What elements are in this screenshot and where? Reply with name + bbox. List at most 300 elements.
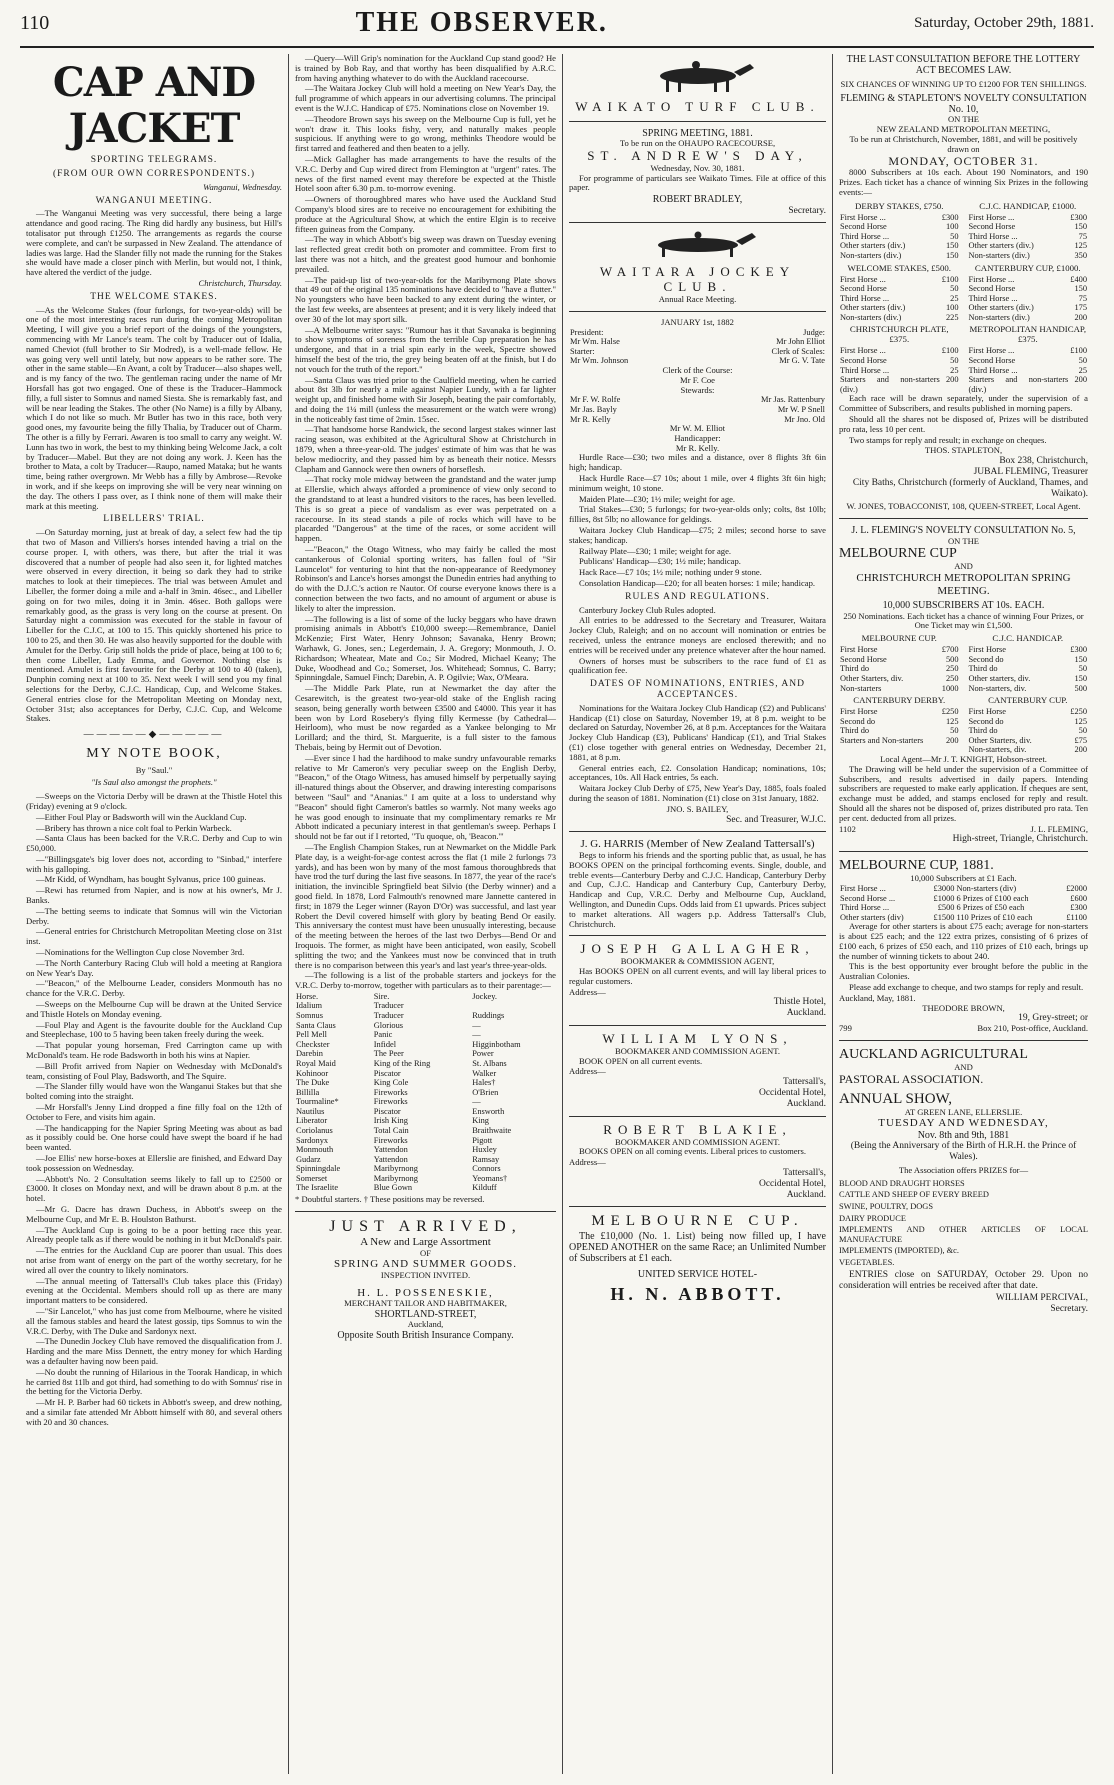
table-row <box>839 303 960 313</box>
address-line: Tattersall's, <box>783 1167 826 1178</box>
handicapper-name: Mr R. Kelly. <box>675 442 720 453</box>
ad-title: J. G. HARRIS (Member of New Zealand Tattersall's) <box>580 838 815 851</box>
table-row <box>295 1107 556 1117</box>
note-item: —The annual meeting of Tattersall's Club takes place this (Friday) evening at the Occidental. Members should roll up as there are many important matters to be considered. <box>26 1275 282 1306</box>
rule-item: All entries to be addressed to the Secretary and Treasurer, Waitara Jockey Club, Raleigh; and on no account will nomination or entries be received, unless the entrance moneys are enclosed therewith; and no entries will be received under any pretence whatever after the hour named. <box>569 615 826 655</box>
prize-table-title: DERBY STAKES, £750. <box>855 200 944 211</box>
steward-name: Mr W. M. Elliot <box>669 423 726 434</box>
table-cell: Yattendon <box>373 1154 408 1164</box>
table-row <box>295 1021 556 1031</box>
prize-label: Other Starters, div. <box>968 735 1032 745</box>
prize-amount: 50 <box>950 284 959 294</box>
table-cell: — <box>472 1030 481 1040</box>
prize-label: Third Horse ... <box>968 365 1018 375</box>
prize-amount: 200 <box>1074 745 1087 755</box>
table-row <box>839 294 960 304</box>
prize-categories <box>839 1179 1088 1268</box>
table-cell: First Horse ... <box>840 883 886 893</box>
ad-trade: BOOKMAKER AND COMMISSION AGENT. <box>614 1136 781 1147</box>
table-row <box>968 251 1089 261</box>
signatory-address: Box 238, Christchurch, <box>999 456 1088 467</box>
note-item: —The paid-up list of two-year-olds for the Maribyrnong Plate shows that 49 out of the original 135 nominations have decided to "have a flutter." No youngsters who have been backed to any extent during the winter, or the last few weeks, are absentees at present; and it is very likely indeed that over 30 of the lot may sport silk. <box>295 274 556 324</box>
gallagher-ad <box>569 942 826 1019</box>
prize-label: First Horse ... <box>840 212 886 222</box>
ad-title: AUCKLAND AGRICULTURAL <box>839 1047 1028 1063</box>
table-row <box>295 1011 556 1021</box>
prize-label: Starters and non-starters (div.) <box>840 375 940 394</box>
table-row <box>968 375 1089 394</box>
table-row <box>968 313 1089 323</box>
table-cell: Kohinoor <box>296 1068 329 1078</box>
prize-amount: 125 <box>945 716 959 726</box>
table-cell: Fireworks <box>373 1087 408 1097</box>
note-item: —The following is a list of some of the lucky beggars who have drawn promising animals in Abbott's £10,000 sweep:—Remembrance, Daniel McKenzie; First Water, Henry Johnson; Savanaka, Henry Brown; Warhawk, G. Jones, sen.; Legerdemain, J. A. Gregory; Monmouth, J. O. Richardson; Wheatear, Mate and Co.; Sir Modred, Michael Keany; The Duke, Woodhead and Co.; Somerset, Jos. Whitehead; Somnus, C. Barry; Spinningdale, Samuel Finch; Darebin, A. P. Ogilvie; Wax, O'Meara. <box>295 613 556 683</box>
local-agent: W. JONES, TOBACCONIST, 108, QUEEN-STREET, Local Agent. <box>846 501 1081 512</box>
divider <box>569 935 826 936</box>
prize-amount: £300 <box>941 212 959 222</box>
table-row <box>839 346 960 356</box>
table-cell: Ramsay <box>472 1154 500 1164</box>
paragraph: —As the Welcome Stakes (four furlongs, for two-year-olds) will be one of the most interesting races run during the coming Metropolitan Meeting, I will give you a brief report of the doings of the youngsters, commencing with Mr Lance's team. The colt by Traducer out of Idalia, named Cheviot (full brother to Sir Modred), is a well-made fellow. He was going very well until lately, but now appears to be rather sore. The other in the same stable—En Avant, a colt by Traducer—also shapes well, and is my fancy of the two. The gentleman racing under the name of Mr Horsfall has got two engaged. One of these is the Traducer–Hammock filly, a full sister to Somnus and named Siesta. She is remarkably fast, and will be near leading the Stakes. The other (No Name) is a filly by Albany, which I do not like so much. Mr Butler has two in this race, both very good ones, my favourite being the filly Thalia, by Traducer out of Charm. The other is a filly by Ferrari. Awaren is too small to carry any weight. W. Lunn has two in work, the best to my thinking being Welcome Jack, a colt by Traducer—Mabel. But they are not doing any work. J. Keen has the brother to Mata, a colt by Traducer—Raupo, named Mataka; but he wants time, being rather overgrown. Mr Webb has a filly by Ambrose—Revoke in work, and if she keeps on improving she will be very near winning on the day. The others I pass over, as I think none of them will make their mark at this meeting. <box>26 304 282 511</box>
divider <box>569 222 826 223</box>
table-cell: Other starters (div) <box>840 912 904 922</box>
prize-amount: 50 <box>1078 726 1087 736</box>
prize-rows <box>839 645 960 693</box>
motto: "Is Saul also amongst the prophets." <box>91 777 217 788</box>
table-row <box>968 222 1089 232</box>
signatory-address: City Baths, Christchurch (formerly of Auckland, Thames, and Waikato). <box>852 477 1088 499</box>
prize-category: BLOOD AND DRAUGHT HORSES <box>839 1178 965 1188</box>
paragraph: Average for other starters is about £75 each; average for non-starters is about £25 each; and the 122 extra prizes, consisting of 6 prizes of £100 each, 6 prizes of £50 each, and 110 prizes of £10 each, brings up the number of winning tickets to about 240. <box>839 921 1088 961</box>
note-item: —Rewi has returned from Napier, and is now at his owner's, Mr J. Banks. <box>26 885 282 906</box>
address-line: Occidental Hotel, <box>758 1178 826 1189</box>
prize-label: First Horse ... <box>968 212 1015 222</box>
note-item: —The way in which Abbott's big sweep was drawn on Tuesday evening last reflected great credit both on promoter and committee. From first to last there was not a hitch, and the greatest good humour and bonhomie prevailed. <box>295 234 556 274</box>
prize-label: Non-starters (div.) <box>968 312 1030 322</box>
prize-label: Second Horse <box>840 356 887 366</box>
prize-label: First Horse ... <box>968 274 1015 284</box>
table-row <box>295 1164 556 1174</box>
subscribers: 10,000 SUBSCRIBERS AT 10s. EACH. <box>882 600 1045 612</box>
address-label: Address— <box>569 1066 606 1077</box>
table-cell: Darebin <box>296 1049 323 1059</box>
prize-amount: 100 <box>945 303 959 313</box>
section-title: MY NOTE BOOK, <box>86 745 222 761</box>
table-cell: £1000 <box>933 893 955 903</box>
table-row <box>839 736 960 746</box>
table-cell: Blue Gown <box>373 1183 413 1193</box>
prize-amount: £100 <box>941 274 959 284</box>
byline: By "Saul." <box>135 764 173 775</box>
prize-amount: 50 <box>1078 356 1087 366</box>
signatory: WILLIAM PERCIVAL, <box>995 1293 1088 1304</box>
table-cell: Connors <box>472 1164 501 1174</box>
ad-meeting: NEW ZEALAND METROPOLITAN MEETING, <box>876 124 1051 135</box>
ad-inspect: INSPECTION INVITED. <box>380 1269 471 1280</box>
table-cell: Judge: <box>803 327 825 337</box>
table-cell: Billilla <box>296 1087 320 1097</box>
paragraph: The Drawing will be held under the supervision of a Committee of Subscribers, and results advertised in daily papers. Intending subscribers are requested to make early application. If cheques are sent, exchange must be added, and stamps enclosed for reply and result. Should all the shares not be disposed of, prizes distributed pro rata. Ten per cent. deducted from all prizes. <box>839 763 1088 823</box>
prize-amount: £400 <box>1070 274 1087 284</box>
annual-meeting: Annual Race Meeting. <box>658 294 737 305</box>
prize-amount: £300 <box>1070 212 1087 222</box>
prize-amount: 150 <box>1074 654 1087 664</box>
table-cell: Mr R. Kelly <box>570 414 611 424</box>
column-4 <box>832 54 1094 1774</box>
subheading: THE WELCOME STAKES. <box>90 291 218 302</box>
prize-table <box>839 631 960 693</box>
signature-line <box>839 825 1088 835</box>
show-title: ANNUAL SHOW, <box>839 1090 953 1107</box>
prize-label: Third do <box>840 664 870 674</box>
table-row <box>968 241 1089 251</box>
races-list <box>569 453 826 588</box>
table-row <box>839 275 960 285</box>
prize-amount: 50 <box>950 356 959 366</box>
table-row <box>839 903 1088 913</box>
prize-amount: 100 <box>945 222 959 232</box>
signatory: J. L. FLEMING, <box>1030 823 1088 834</box>
table-header: Jockey. <box>472 991 498 1001</box>
prize-label: Second Horse <box>968 284 1016 294</box>
table-cell: Somnus <box>296 1011 323 1021</box>
table-row <box>295 1174 556 1184</box>
address-line: Thistle Hotel, <box>773 997 826 1008</box>
table-row <box>839 717 960 727</box>
note-item: —Santa Claus has been backed for the V.R.C. Derby and Cup to win £50,000. <box>26 833 282 854</box>
racehorse-illustration <box>638 229 758 259</box>
race-item: Hack Hurdle Race—£7 10s; about 1 mile, over 4 flights 3ft 6in high; minimum weight, 10 stone. <box>569 473 826 493</box>
table-row <box>295 1049 556 1059</box>
show-days: TUESDAY AND WEDNESDAY, <box>878 1117 1049 1130</box>
prize-table-title: METROPOLITAN HANDICAP, £375. <box>969 324 1087 345</box>
table-cell: Mr Jno. Old <box>784 414 825 424</box>
table-row <box>839 707 960 717</box>
subheading: (FROM OUR OWN CORRESPONDENTS.) <box>52 169 256 180</box>
paragraph: This is the best opportunity ever brought before the public in the Australian Colonies. <box>839 961 1088 982</box>
table-cell: Ensworth <box>472 1106 505 1116</box>
divider <box>569 1025 826 1026</box>
table-cell: Glorious <box>373 1020 404 1030</box>
ad-headline: SIX CHANCES OF WINNING UP TO £1200 FOR TEN SHILLINGS. <box>840 78 1087 89</box>
table-row <box>839 251 960 261</box>
note-item: —The Waitara Jockey Club will hold a meeting on New Year's Day, the full programme of which appears in our advertising columns. The principal event is the W.J.C. Handicap of £75. Nominations close on November 19. <box>295 83 556 113</box>
paragraph: 8000 Subscribers at 10s each. About 190 Nominators, and 190 Prizes. Each ticket has a chance of winning Six Prizes in the following events:— <box>839 167 1088 197</box>
divider <box>839 851 1088 852</box>
paragraph: Waitara Jockey Club Derby of £75, New Year's Day, 1885, foals foaled during the season of 1881. Nomination (£1) close on 31st January, 1882. <box>569 783 826 804</box>
prize-amount: 75 <box>1078 231 1087 241</box>
table-cell <box>471 1001 556 1011</box>
prize-label: Non-starters, div. <box>968 683 1027 693</box>
race-item: Trial Stakes—£30; 5 furlongs; for two-year-olds only; colts, 8st 10lb; fillies, 8st 5lb; no allowance for geldings. <box>569 504 826 525</box>
prize-amount: 25 <box>950 365 959 375</box>
table-cell: Pell Mell <box>296 1030 327 1040</box>
paragraph: —On Saturday morning, just at break of day, a select few had the tip that two of Mason and Villiers's horses intended having a trial on the course proper. I, with others, was there, but after the trial it was discovered that a number of people had also seen it, for lighted matches were observed in every direction, it being so dark they had to strike matches to look at their timepieces. The trial was between Amulet and Libeller, the former doing a mile and a-half in 3min. 46sec., and Libeller going on for two miles, doing it in 3min. 46sec. Both gallops were remarkably good, as the grass is very long on the course at present. On Saturday night a commission was executed for the stable in favour of Libeller for the C.J.C, at 100 to 15. This quickly shortened his price to 100 to 25, and then 30. He was also heavily supported for the double with Amulet for the Derby. Grip still holds the pride of place, being at 100 to 6; then come Libeller, Lady Emma, and Governor. Nothing else is mentioned. Amulet is first favourite for the Derby at 100 to 40 (taken), Dunphin coming next at 100 to 35. Next week I will send you my final selections for the Derby, C.J.C. Handicap, Cup, and Welcome Stakes. General entries close for the Metropolitan Meeting on Monday next, October 31st; also acceptances for Derby, C.J.C. Cup, and Welcome Stakes. <box>26 527 283 724</box>
prize-table <box>968 199 1089 261</box>
prize-amount: 25 <box>1078 365 1087 375</box>
handicapper-heading: Handicapper: <box>674 432 721 443</box>
cap-and-jacket-logo: CAP AND JACKET <box>52 59 256 152</box>
table-row <box>295 1126 556 1136</box>
officials-table <box>569 328 826 366</box>
prize-table <box>968 631 1089 693</box>
race-item: Consolation Handicap—£20; for all beaten horses: 1 mile; handicap. <box>579 578 816 589</box>
dateline: Wanganui, Wednesday. <box>203 181 282 192</box>
table-row <box>968 366 1089 376</box>
table-row <box>968 213 1089 223</box>
prize-amount: 500 <box>1074 683 1087 693</box>
prize-label: Third do <box>840 726 870 736</box>
place-date: Auckland, May, 1881. <box>839 992 916 1003</box>
race-item: Hack Race—£7 10s; 1½ mile; nothing under 9 stone. <box>579 567 762 578</box>
table-header: Sire. <box>373 991 390 1001</box>
table-row <box>839 645 960 655</box>
local-agent: Local Agent—Mr J. T. KNIGHT, Hobson-street. <box>880 754 1047 765</box>
ad-street: SHORTLAND-STREET, <box>374 1309 477 1321</box>
prize-label: Non-starters (div.) <box>840 312 902 322</box>
table-cell: Kilduff <box>472 1183 497 1193</box>
prize-amount: £700 <box>941 645 959 655</box>
prize-rows <box>968 707 1089 755</box>
note-item: —Mr H. P. Barber had 60 tickets in Abbott's sweep, and drew nothing, and a similar fate attended Mr Abbott himself with 80, and several others with 20 and 30 chances. <box>26 1397 282 1427</box>
signatory: THOS. STAPLETON, <box>924 445 1003 456</box>
table-row <box>968 717 1089 727</box>
ad-subtitle: PASTORAL ASSOCIATION. <box>839 1071 984 1086</box>
prizes-intro: The Association offers PRIZES for— <box>898 1164 1029 1175</box>
table-row <box>839 894 1088 904</box>
show-dates: Nov. 8th and 9th, 1881 <box>917 1129 1010 1141</box>
table-cell: Maribyrnong <box>373 1173 418 1183</box>
prize-label: Non-starters, div. <box>968 745 1027 755</box>
table-cell: Total Cain <box>373 1126 409 1135</box>
note-item: —Mr G. Dacre has drawn Duchess, in Abbott's sweep on the Melbourne Cup, and Mr E. B. Houlston Bathurst. <box>26 1203 282 1224</box>
table-cell: Braithwaite <box>472 1126 512 1135</box>
signatory-address: High-street, Triangle, Christchurch. <box>952 834 1088 845</box>
prize-rows <box>839 707 960 745</box>
table-row <box>295 1155 556 1165</box>
table-cell: Starter: <box>570 346 595 356</box>
paragraph: For programme of particulars see Waikato Times. File at office of this paper. <box>569 172 826 193</box>
prize-table <box>968 322 1089 394</box>
table-cell: The Peer <box>373 1049 404 1059</box>
prize-label: Third Horse ... <box>840 231 890 241</box>
ad-title: WAITARA JOCKEY CLUB. <box>599 264 796 295</box>
table-cell: £600 <box>1070 893 1087 903</box>
note-item: —The North Canterbury Racing Club will hold a meeting at Rangiora on New Year's Day. <box>26 957 282 978</box>
table-cell: Fireworks <box>373 1097 408 1107</box>
note-item: —That handsome horse Randwick, the second largest stakes winner last racing season, was exhibited at the Agricultural Show at Christchurch in 1879, when a three-year-old. The judges' estimate of him was that he was below mediocrity, and they passed him by as beneath their notice. Messrs Clapham and Gannock were then owners of horseflesh. <box>295 424 556 474</box>
ad-title: MELBOURNE CUP, 1881. <box>839 858 994 874</box>
divider <box>569 831 826 832</box>
note-item: —General entries for Christchurch Metropolitan Meeting close on 31st inst. <box>26 926 282 947</box>
prize-rows <box>968 275 1089 323</box>
prize-label: Non-starters (div.) <box>840 250 902 260</box>
table-cell: Idalium <box>296 1001 323 1011</box>
table-cell: £1100 <box>1066 912 1087 922</box>
meeting: SPRING MEETING, 1881. <box>642 127 753 139</box>
venue: To be run on the OHAUPO RACECOURSE, <box>619 138 776 149</box>
prize-amount: 250 <box>945 664 959 674</box>
venue: AT GREEN LANE, ELLERSLIE. <box>904 1106 1023 1117</box>
note-item: —Query—Will Grip's nomination for the Auckland Cup stand good? He is trained by Bob Ray, and that worthy has been disqualified by A.R.C. from having anything whatever to do with the Auckland racecourse. <box>295 54 556 83</box>
note-item: —Mr Kidd, of Wyndham, has bought Sylvanus, price 100 guineas. <box>36 874 266 885</box>
prize-label: Other starters (div.) <box>968 303 1034 313</box>
table-cell: Liberator <box>296 1116 328 1126</box>
prize-amount: 150 <box>1074 284 1087 294</box>
table-cell: — <box>472 1020 481 1030</box>
table-cell: Power <box>472 1049 494 1059</box>
note-item: —Mr Horsfall's Jenny Lind dropped a fine filly foal on the 12th of October to Fere, and visits him again. <box>26 1102 282 1122</box>
note-item: —That popular young horseman, Fred Carrington came up with McDonald's team. He rode Badsworth in both his wins at Napier. <box>26 1040 282 1061</box>
prize-label: Second Horse <box>840 654 887 664</box>
table-cell: Third Horse ... <box>840 903 890 913</box>
ad-opposite: Opposite South British Insurance Company. <box>337 1330 514 1342</box>
race-day: ST. ANDREW'S DAY, <box>587 148 808 163</box>
paragraph: BOOKS OPEN on all coming events. Liberal prices to customers. <box>579 1146 806 1157</box>
signatory-address: 19, Grey-street; or <box>1018 1013 1088 1024</box>
table-row <box>968 707 1089 717</box>
ad-title: WILLIAM LYONS, <box>602 1031 793 1047</box>
table-row <box>295 1088 556 1098</box>
prize-table <box>839 261 960 323</box>
race-item: Maiden Plate—£30; 1½ mile; weight for age. <box>579 493 736 504</box>
table-cell: Tourmaline* <box>296 1097 339 1107</box>
table-row <box>968 294 1089 304</box>
column-3 <box>562 54 832 1774</box>
ad-meeting: CHRISTCHURCH METROPOLITAN SPRING MEETING. <box>856 572 1071 597</box>
melbourne-cup-ad <box>569 1213 826 1304</box>
table-cell: Huxley <box>472 1145 497 1155</box>
table-row <box>839 232 960 242</box>
note-item: —Nominations for the Wellington Cup close November 3rd. <box>36 947 245 958</box>
table-cell: The Israelite <box>296 1183 339 1193</box>
note-item: —The betting seems to indicate that Somnus will win the Victorian Derby. <box>26 905 282 926</box>
prize-amount: £250 <box>941 707 959 717</box>
divider <box>569 121 826 122</box>
table-cell: Mr Jas. Bayly <box>570 404 617 414</box>
table-cell: O'Brien <box>472 1087 499 1097</box>
divider <box>569 311 826 312</box>
note-item: —Theodore Brown says his sweep on the Melbourne Cup is full, yet he won't draw it. This looks fishy, very, and naturally makes people suspicious. If anything were to go wrong, methinks Theodore would be first tarred and feathered and then beaten to a jelly. <box>295 113 556 154</box>
table-cell: Pigott <box>472 1135 493 1145</box>
prize-amount: 225 <box>945 312 959 322</box>
ad-trade: BOOKMAKER & COMMISSION AGENT, <box>620 956 775 967</box>
prize-amount: 175 <box>1074 303 1087 313</box>
table-cell: Mr G. V. Tate <box>779 356 825 366</box>
prize-label: Other starters (div.) <box>840 241 906 251</box>
table-cell: Maribyrnong <box>373 1164 418 1174</box>
note-item: —A Melbourne writer says: "Rumour has it that Savanaka is beginning to show symptoms of soreness from the terrible Cup preparation he has undergone, and that in a trial spin early in the week, Spectre showed himself the best of the trio, the grey being beaten off at the finish, but I do not vouch for the truth of the report." <box>295 324 556 374</box>
prize-tables <box>839 631 1088 755</box>
table-row <box>968 303 1089 313</box>
table-cell: £2000 <box>1066 883 1087 893</box>
prize-rows <box>839 346 960 394</box>
waitara-jockey-club-ad <box>569 265 826 825</box>
race-item: Railway Plate—£30; 1 mile; weight for age. <box>579 545 732 556</box>
prize-table-title: WELCOME STAKES, £500. <box>847 262 951 273</box>
table-row <box>968 284 1089 294</box>
note-item: —Ever since I had the hardihood to make sundry unfavourable remarks relative to Mr Cameron's very peculiar sweep on the English Derby, "Beacon," of the Otago Witness, has amused himself by perpetually saying ill-natured things about the Observer, and drawing interesting comparisons between "Saul" and "Ananias." I am quite at a loss to understand why "Beacon" should fight Cameron's battles so warmly. Not many weeks ago he was good enough to insinuate that my complimentary remarks re Mr Abbott indicated a pecuniary interest in that gentleman's sweep. Perhaps I should not be far out if I retorted, "Tu quoque, oh, 'Beacon.'" <box>295 752 556 842</box>
ad-title: FLEMING & STAPLETON'S NOVELTY CONSULTATION No. 10, <box>840 92 1087 115</box>
prize-amount: 50 <box>950 231 959 241</box>
note-item: —No doubt the running of Hilarious in the Toorak Handicap, in which he carried 8st 11lb and got third, had something to do with Somnus' rise in the betting for the Victoria Derby. <box>26 1366 282 1397</box>
table-cell: Traducer <box>373 1011 404 1021</box>
note-item: —The following is a list of the probable starters and jockeys for the V.R.C. Derby to-morrow, together with particulars as to their parentage:— <box>295 970 556 991</box>
table-cell: Somerset <box>296 1173 328 1183</box>
paragraph: Two stamps for reply and result; in exchange on cheques. <box>849 434 1047 445</box>
table-cell: £500 <box>937 903 955 913</box>
note-item: —The Slander filly would have won the Wanganui Stakes but that she bolted coming into the straight. <box>26 1081 282 1102</box>
table-cell: King <box>472 1116 489 1126</box>
prize-amount: 200 <box>945 375 959 385</box>
ad-title: JUST ARRIVED, <box>329 1217 522 1235</box>
signatory-title: Secretary. <box>1050 1303 1088 1314</box>
table-cell: Mr Jas. Rattenbury <box>761 395 825 405</box>
prize-label: Third Horse ... <box>968 231 1018 241</box>
draw-date: MONDAY, OCTOBER 31. <box>888 153 1039 168</box>
address-line: Auckland. <box>786 1098 826 1109</box>
prize-label: Non-starters (div.) <box>968 250 1030 260</box>
ad-name: H. L. POSSENESKIE, <box>357 1286 494 1299</box>
paragraph: Each race will be drawn separately, under the supervision of a Committee of Subscribers, and results published in morning papers. <box>839 393 1088 414</box>
prize-table-title: C.J.C. HANDICAP, £1000. <box>979 200 1077 211</box>
note-item: —That rocky mole midway between the grandstand and the water jump at Ellerslie, which always afforded a prominence of view only second to the grandstand to at least a hundred visitors to the races, has been levelled. This is so great a piece of vandalism as ever was perpetrated on a racecourse. In its stead stands a pile of rocks which will have to be placarded "Dangerous" at the time of the races, or some accident will happen. <box>295 474 556 544</box>
divider <box>839 1040 1088 1041</box>
table-row <box>839 375 960 394</box>
subheading: LIBELLERS' TRIAL. <box>103 514 205 525</box>
paragraph: ENTRIES close on SATURDAY, October 29. Upon no consideration will entries be received after that date. <box>839 1270 1088 1292</box>
prize-amount: 50 <box>1078 664 1087 674</box>
prize-table <box>968 693 1089 755</box>
clerk-name: Mr F. Coe <box>680 374 715 385</box>
ad-of: OF <box>420 1247 431 1258</box>
prize-label: Second do <box>968 654 1004 664</box>
table-cell: Coriolanus <box>296 1126 333 1135</box>
table-row <box>839 213 960 223</box>
prize-label: Second do <box>968 716 1004 726</box>
prize-label: First Horse ... <box>968 346 1015 356</box>
paragraph: Has BOOKS OPEN on all current events, and will lay liberal prices to regular customers. <box>569 966 826 986</box>
prize-label: Other starters (div.) <box>840 303 906 313</box>
prize-label: First Horse ... <box>840 346 886 356</box>
table-row <box>968 356 1089 366</box>
prize-amount: 25 <box>950 293 959 303</box>
paragraph: —The Wanganui Meeting was very successful, there being a large attendance and good racing. The Ring did hardly any business, but Hill's totalisator put through £1250. The arrangements as regards the course were complete, and can't be surpassed in New Zealand. The attendance of ladies was large. Had the Slander filly not made the running for the Stakes she would have made a closer pinch with Merlin, but would not, I think, have altered the verdict of the judge. <box>26 208 282 278</box>
melbourne-cup-prizes <box>839 884 1088 922</box>
table-cell: Santa Claus <box>296 1020 336 1030</box>
rules-list <box>569 606 826 677</box>
prize-amount: 150 <box>945 241 959 251</box>
prize-amount: £100 <box>1070 346 1087 356</box>
table-cell: Gudarz <box>296 1154 321 1164</box>
table-cell: Mr Wm. Halse <box>570 337 620 347</box>
table-cell: Non-starters (div) <box>956 883 1017 893</box>
paragraph: Please add exchange to cheque, and two stamps for reply and result. <box>849 982 1084 993</box>
divider <box>295 1211 556 1212</box>
table-cell: King of the Ring <box>373 1058 431 1068</box>
table-row <box>839 356 960 366</box>
table-cell: King Cole <box>373 1078 409 1088</box>
table-row <box>968 736 1089 746</box>
table-row <box>968 726 1089 736</box>
secretary-name: JNO. S. BAILEY, <box>666 803 729 814</box>
secretary-title: Secretary. <box>788 205 826 216</box>
table-cell: Yeomans† <box>472 1173 508 1183</box>
table-cell: Traducer <box>373 1001 404 1011</box>
prize-rows <box>968 346 1089 394</box>
prize-label: First Horse ... <box>840 274 886 284</box>
prize-label: Third do <box>968 726 998 736</box>
